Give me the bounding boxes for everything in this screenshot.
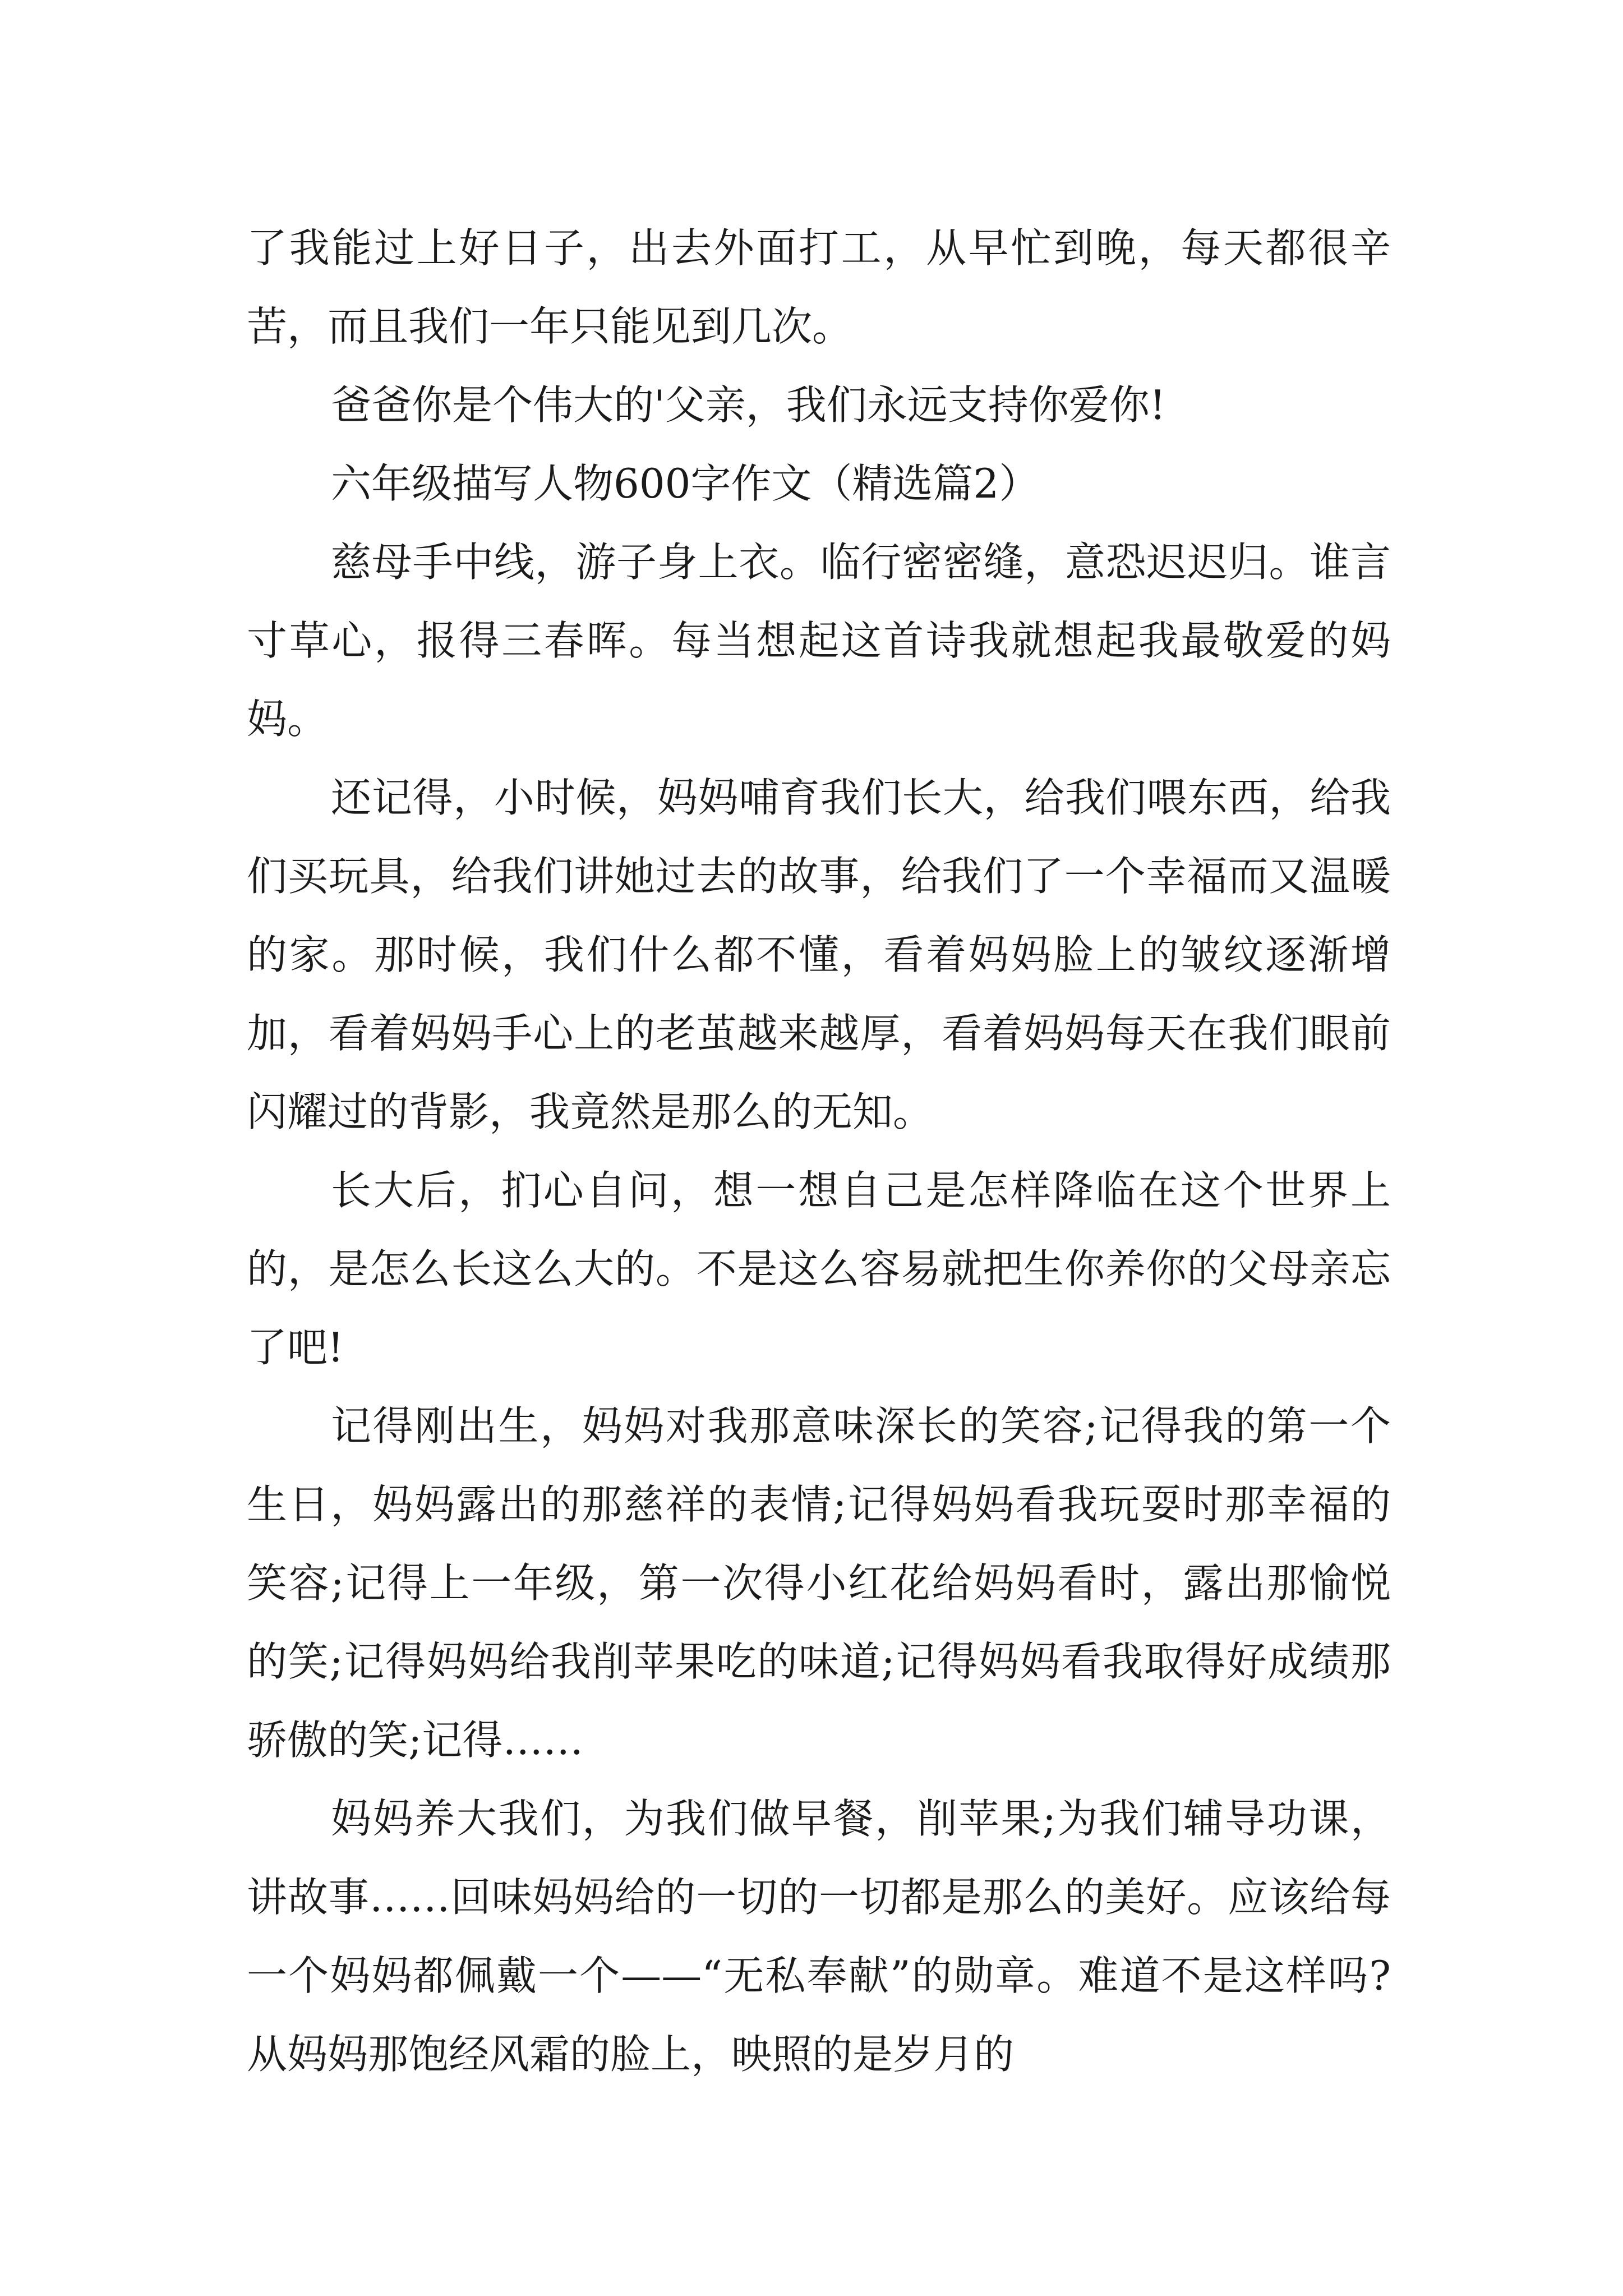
essay-body <box>247 209 1391 2093</box>
paragraph-growing-up: 长大后，扪心自问，想一想自己是怎样降临在这个世界上的，是怎么长这么大的。不是这么容易就把生你养你的父母亲忘了吧! <box>247 1167 1391 1371</box>
paragraph-continuation: 了我能过上好日子，出去外面打工，从早忙到晚，每天都很辛苦，而且我们一年只能见到几次。 <box>247 224 1391 350</box>
paragraph-childhood: 还记得，小时候，妈妈哺育我们长大，给我们喂东西，给我们买玩具，给我们讲她过去的故事，给我们了一个幸福而又温暖的家。那时候，我们什么都不懂，看着妈妈脸上的皱纹逐渐增加，看着妈妈手心上的老茧越来越厚，看着妈妈每天在我们眼前闪耀过的背影，我竟然是那么的无知。 <box>247 774 1391 1135</box>
paragraph-father-tribute: 爸爸你是个伟大的'父亲，我们永远支持你爱你! <box>331 381 1166 429</box>
paragraph-poem: 慈母手中线，游子身上衣。临行密密缝，意恐迟迟归。谁言寸草心，报得三春晖。每当想起这首诗我就想起我最敬爱的妈妈。 <box>247 539 1391 743</box>
essay-section-title: 六年级描写人物600字作文（精选篇2） <box>331 460 1040 507</box>
paragraph-mother-care: 妈妈养大我们，为我们做早餐，削苹果;为我们辅导功课，讲故事……回味妈妈给的一切的一切都是那么的美好。应该给每一个妈妈都佩戴一个——“无私奉献”的勋章。难道不是这样吗?从妈妈那饱经风霜的脸上，映照的是岁月的 <box>247 1795 1391 2078</box>
paragraph-memories: 记得刚出生，妈妈对我那意味深长的笑容;记得我的第一个生日，妈妈露出的那慈祥的表情;记得妈妈看我玩耍时那幸福的笑容;记得上一年级，第一次得小红花给妈妈看时，露出那愉悦的笑;记得妈妈给我削苹果吃的味道;记得妈妈看我取得好成绩那骄傲的笑;记得…… <box>247 1402 1391 1764</box>
